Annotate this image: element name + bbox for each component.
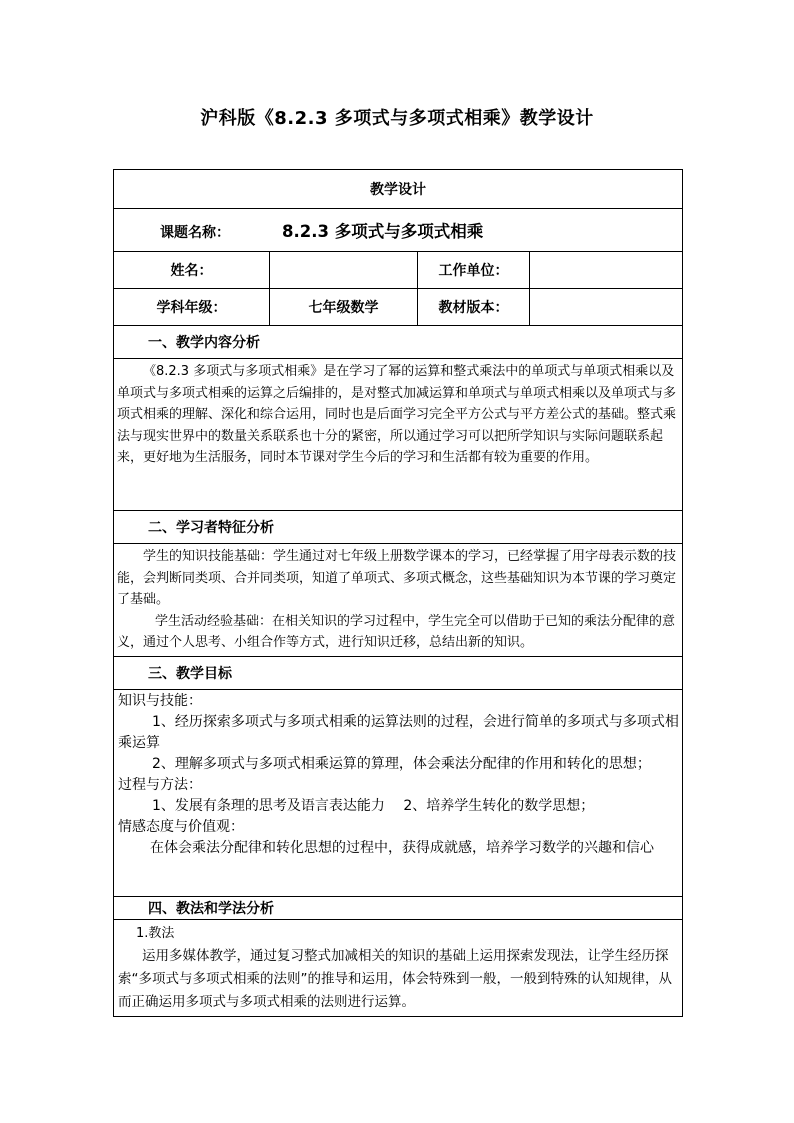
table-header-row (114, 170, 683, 209)
lesson-design-table (113, 169, 683, 1017)
section4-body (114, 919, 683, 1016)
section2-body (114, 544, 683, 657)
edition-value (530, 289, 683, 326)
section3-heading-row (114, 656, 683, 689)
section4-subheading: 1.教法 (136, 925, 175, 941)
course-title: 8.2.3 多项式与多项式相乘 (282, 222, 484, 241)
section3-heading: 三、教学目标 (114, 656, 683, 689)
section4-text: 运用多媒体教学，通过复习整式加减相关的知识的基础上运用探索发现法，让学生经历探索“多项式与多项式相乘的法则”的推导和运用，体会特殊到一般，一般到特殊的认知规律，从而正确运用多项式与多项式相乘的法则进行运算。 (118, 947, 672, 1010)
section2-para-1: 学生的知识技能基础：学生通过对七年级上册数学课本的学习，已经掌握了用字母表示数的技能，会判断同类项、合并同类项，知道了单项式、多项式概念，这些基础知识为本节课的学习奠定了基础。 (117, 549, 677, 608)
section3-body (114, 689, 683, 896)
emotion-goal: 在体会乘法分配律和转化思想的过程中，获得成就感，培养学习数学的兴趣和信心 (150, 839, 654, 856)
work-unit-value (530, 252, 683, 289)
grade-value: 七年级数学 (270, 289, 418, 326)
section2-heading: 二、学习者特征分析 (114, 511, 683, 544)
process-goals: 1、发展有条理的思考及语言表达能力 2、培养学生转化的数学思想； (152, 797, 595, 814)
section4-heading-row (114, 896, 683, 919)
section1-body-row (114, 359, 683, 511)
section1-text: 《8.2.3 多项式与多项式相乘》是在学习了幂的运算和整式乘法中的单项式与单项式相乘以及单项式与多项式相乘的运算之后编排的，是对整式加减运算和单项式与单项式相乘以及单项式与多项式相乘的理解、深化和综合运用，同时也是后面学习完全平方公式与平方差公式的基础。整式乘法与现实世界中的数量关系联系也十分的紧密，所以通过学习可以把所学知识与实际问题联系起来，更好地为生活服务，同时本节课对学生今后的学习和生活都有较为重要的作用。 (117, 364, 677, 466)
table-header: 教学设计 (114, 170, 683, 209)
process-label: 过程与方法： (118, 776, 202, 793)
section2-para-2: 学生活动经验基础：在相关知识的学习过程中，学生完全可以借助于已知的乘法分配律的意义，通过个人思考、小组合作等方式，进行知识迁移，总结出新的知识。 (117, 613, 676, 651)
course-row (114, 209, 683, 252)
grade-row (114, 289, 683, 326)
section4-heading: 四、教法和学法分析 (114, 896, 683, 919)
name-value (270, 252, 418, 289)
knowledge-goal-2: 2、理解多项式与多项式相乘运算的算理，体会乘法分配律的作用和转化的思想； (152, 755, 651, 772)
section2-body-row (114, 544, 683, 657)
knowledge-goal-1: 1、经历探索多项式与多项式相乘的运算法则的过程，会进行简单的多项式与多项式相乘运算 (118, 713, 679, 751)
work-unit-label: 工作单位： (418, 252, 530, 289)
section1-heading: 一、教学内容分析 (114, 326, 683, 359)
section1-body (114, 359, 683, 511)
document-title: 沪科版《8.2.3 多项式与多项式相乘》教学设计 (200, 108, 594, 129)
name-label: 姓名： (114, 252, 270, 289)
emotion-label: 情感态度与价值观： (118, 818, 244, 835)
course-label: 课题名称： (160, 225, 230, 241)
section1-heading-row (114, 326, 683, 359)
section3-body-row (114, 689, 683, 896)
edition-label: 教材版本： (418, 289, 530, 326)
section2-heading-row (114, 511, 683, 544)
course-cell (114, 209, 683, 252)
grade-label: 学科年级： (114, 289, 270, 326)
knowledge-label: 知识与技能： (118, 692, 202, 709)
section4-body-row (114, 919, 683, 1016)
name-row (114, 252, 683, 289)
